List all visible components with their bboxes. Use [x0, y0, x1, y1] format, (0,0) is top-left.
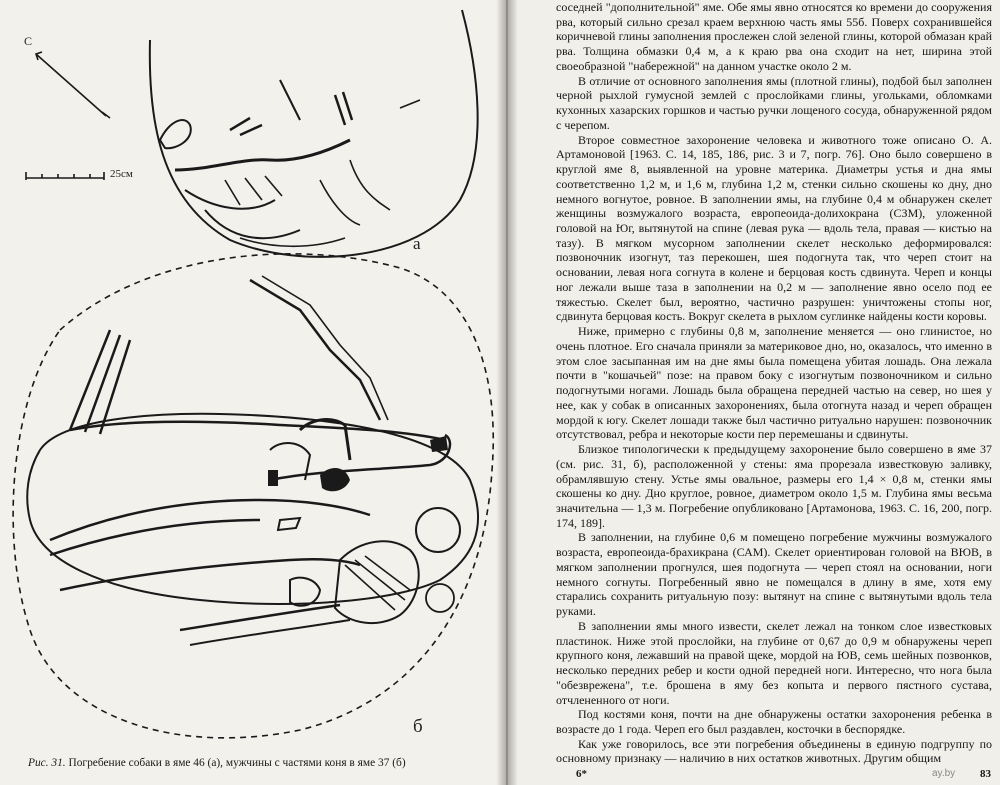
signature-mark: 6* [576, 768, 587, 780]
pit-37-outline [13, 254, 493, 738]
caption-text: Погребение собаки в яме 46 (а), мужчины с частями коня в яме 37 (б) [65, 757, 406, 769]
pit-37-inner-outline [27, 414, 478, 604]
paragraph: Как уже говорилось, все эти погребения объединены в единую подгруппу по основному признаку — наличию в них остатков животных. Другим общим [556, 736, 992, 766]
panel-a-label: а [413, 234, 421, 253]
panel-b-label: б [413, 716, 423, 737]
paragraph: Близкое типологически к предыдущему захоронение было совершено в яме 37 (см. рис. 31, б), расположенной у стены: яма прорезала известковую заливку, обрамлявшую стену. Устье ямы овальное, размеры его 1,4 × 0,8 м, стенки ямы скошены ко дну. Дно круглое, ровное, диаметром около 1,5 м. Глубина ямы весьма значительна — 1,3 м. Погребение опубликовано [Артамонова, 1963. С. 16, 200, погр. 174, 189]. [556, 442, 992, 530]
paragraph: В отличие от основного заполнения ямы (плотной глины), подбой был заполнен черной рыхлой гумусной землей с прослойками глины, угольками, обломками кухонных хазарских горшков и частью ручки лощеного сосуда, обнаруженной рядом с черепом. [556, 73, 992, 132]
caption-fig-ref: Рис. 31. [28, 757, 66, 769]
watermark: ay.by [932, 768, 956, 779]
book-gutter [496, 0, 518, 785]
paragraph: В заполнении ямы много извести, скелет лежал на тонком слое известковых пластинок. Ниже этой прослойки, на глубине от 0,67 до 0,9 м обнаружены череп крупного коня, лежавший на правой щеке, мордой на ЮВ, семь шейных позвонков, несколько передних ребер и кости одной передней ноги. Интересно, что нога была "обезврежена", т.е. брошена в яму без копыта и первого пястного сустава, отчлененного от ноги. [556, 618, 992, 707]
human-skull [416, 508, 460, 552]
figure-caption [28, 757, 498, 769]
figure-illustration [0, 0, 505, 760]
body-text [556, 0, 992, 766]
paragraph: Второе совместное захоронение человека и животного тоже описано О. А. Артамоновой [1963. С. 14, 185, 186, рис. 3 и 7, погр. 76]. Оно было совершено в круглой яме 8, выявленной на уровне материка. Диаметры устья и дна ямы соответственно 1,2 м, и 1,6 м, глубина 1,2 м, стенки сильно скошены ко дну, дно немного вогнутое, ровное. В заполнении ямы, на глубине 0,4 м обнаружен скелет женщины возмужалого возраста, европеоида-долихокрана (СЗМ), уложенной головой на Юг, вытянутой на спине (левая рука — вдоль тела, правая — кистью на тазу). В мягком мусорном заполнении скелет несколько деформировался: позвоночник изогнут, таз перекошен, шея подогнута так, что череп стоит на основании, левая нога согнута в колене и берцовая кость сдвинута. Череп и концы ног лежали выше таза в заполнении на 0,2 м — заполнение явно осело под ее тяжестью. Скелет был, вероятно, частично разрушен: уничтожены стопы ног, сдвинута берцовая кость. Вокруг скелета в рыхлом суглинке найдены кости коровы. [556, 132, 992, 324]
paragraph: В заполнении, на глубине 0,6 м помещено погребение мужчины возмужалого возраста, европеоида-брахикрана (САМ). Скелет ориентирован головой на ВЮВ, в мягком заполнении прогнулся, шея подогнута — череп стоял на основании, ноги немного согнуты. Погребенный явно не помещался в длину в яме, хотя ему старались сохранить ритуальную позу: вытянут на спине с вытянутыми вдоль тела руками. [556, 530, 992, 619]
scale-label: 25см [110, 168, 133, 180]
paragraph: соседней "дополнительной" яме. Обе ямы явно относятся ко времени до сооружения рва, который сильно срезал краем верхнюю часть ямы 55б. Поверх сохранившейся коричневой глины заполнения прослежен слой зеленой глины, которой обмазан край рва. Толщина обмазки 0,4 м, а к краю рва она сходит на нет, ширина этой своеобразной "набережной" на данном участке около 2 м. [556, 0, 992, 73]
pit-46-outline [150, 10, 478, 257]
page-number: 83 [980, 768, 991, 780]
paragraph: Под костями коня, почти на дне обнаружены остатки захоронения ребенка в возрасте до 1 года. Череп его был раздавлен, косточки в беспорядке. [556, 707, 992, 736]
compass-arrow [36, 54, 106, 116]
paragraph: Ниже, примерно с глубины 0,8 м, заполнение меняется — оно глинистое, но очень плотное. Его сначала приняли за материковое дно, но, оказалось, что именно в этом слое засыпанная им на дне ямы была помещена убитая лошадь. Она лежала почти в "кошачьей" позе: на правом боку с изогнутым позвоночником и сильно подогнутыми ногами. Лошадь была обращена передней частью на север, но шея у нее, как у собак в описанных захоронениях, была отогнута назад и череп обращен мордой к югу. Скелет лошади также был частично ритуально нарушен: позвоночник отсутствовал, ребра и некоторые кости пер перемешаны и сдвинуты. [556, 324, 992, 442]
compass-letter: С [24, 34, 33, 48]
